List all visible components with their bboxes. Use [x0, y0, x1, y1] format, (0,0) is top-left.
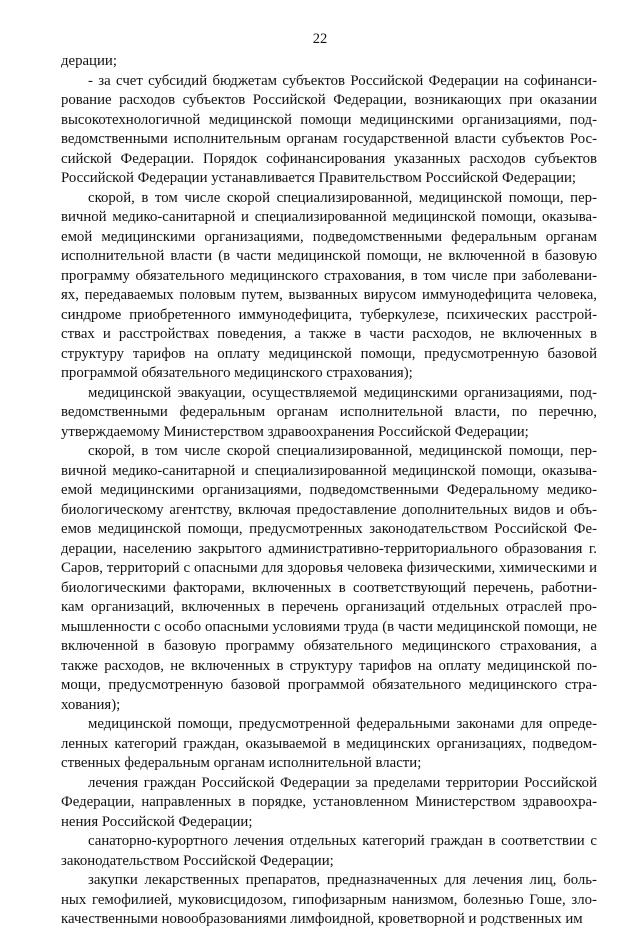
paragraph-emergency-care-fmba: скорой, в том числе скорой специализированной, медицинской помощи, пер-вичной медико-санитарной и специализированной медицинской помощи, оказыва-емой медицинскими организациями, подведомственными Федеральному медико-биологическому агентству, включая предоставление дополнительных видов и объ-емов медицинской помощи, предусмотренных законодательством Российской Фе-дерации, населению закрытого административно-территориального образования г. Саров, территорий с опасными для здоровья человека физическими, химическими и биологическими факторами, включенных в соответствующий перечень, работни-кам организаций, включенных в перечень организаций отдельных отраслей про-мышленности с особо опасными условиями труда (в части медицинской помощи, не включенной в базовую программу обязательного медицинского страхования, а также расходов, не включенных в структуру тарифов на оплату медицинской по-мощи, предусмотренную базовой программой обязательного медицинского стра-хования);: [61, 443, 597, 713]
paragraph-sanatorium-treatment: санаторно-курортного лечения отдельных категорий граждан в соответствии с законодательством Российской Федерации;: [61, 833, 597, 869]
paragraph-drug-procurement: закупки лекарственных препаратов, предназначенных для лечения лиц, боль-ных гемофилией, муковисцидозом, гипофизарным нанизмом, болезнью Гоше, зло-качественными новообразованиями лимфоидной, кроветворной и родственных им: [61, 872, 597, 927]
paragraph-treatment-abroad: лечения граждан Российской Федерации за пределами территории Российской Федерации, направленных в порядке, установленном Министерством здравоохра-нения Российской Федерации;: [61, 774, 597, 830]
paragraph-federal-law-care: медицинской помощи, предусмотренной федеральными законами для опреде-ленных категорий граждан, оказываемой в медицинских организациях, подведом-ственных федеральным органам исполнительной власти;: [61, 716, 597, 771]
paragraph-medical-evacuation: медицинской эвакуации, осуществляемой медицинскими организациями, под-ведомственными федеральным органам исполнительной власти, по перечню, утверждаемому Министерством здравоохранения Российской Федерации;: [61, 384, 597, 440]
paragraph-subsidies: - за счет субсидий бюджетам субъектов Российской Федерации на софинанси-рование расходов субъектов Российской Федерации, возникающих при оказании высокотехнологичной медицинской помощи медицинскими организациями, под-ведомственными исполнительным органам государственной власти субъектов Рос-сийской Федерации. Порядок софинансирования указанных расходов субъектов Российской Федерации устанавливается Правительством Российской Федерации;: [61, 72, 597, 186]
document-body: [61, 52, 597, 930]
paragraph-emergency-care-federal: скорой, в том числе скорой специализированной, медицинской помощи, пер-вичной медико-санитарной и специализированной медицинской помощи, оказыва-емой медицинскими организациями, подведомственными федеральным органам исполнительной власти (в части медицинской помощи, не включенной в базовую программу обязательного медицинского страхования, в том числе при заболевани-ях, передаваемых половым путем, вызванных вирусом иммунодефицита человека, синдроме приобретенного иммунодефицита, туберкулезе, психических расстрой-ствах и расстройствах поведения, а также в части расходов, не включенных в структуру тарифов на оплату медицинской помощи, предусмотренную базовой программой обязательного медицинского страхования);: [61, 189, 597, 381]
page-number: 22: [312, 31, 328, 47]
paragraph-continuation: дерации;: [61, 53, 117, 69]
